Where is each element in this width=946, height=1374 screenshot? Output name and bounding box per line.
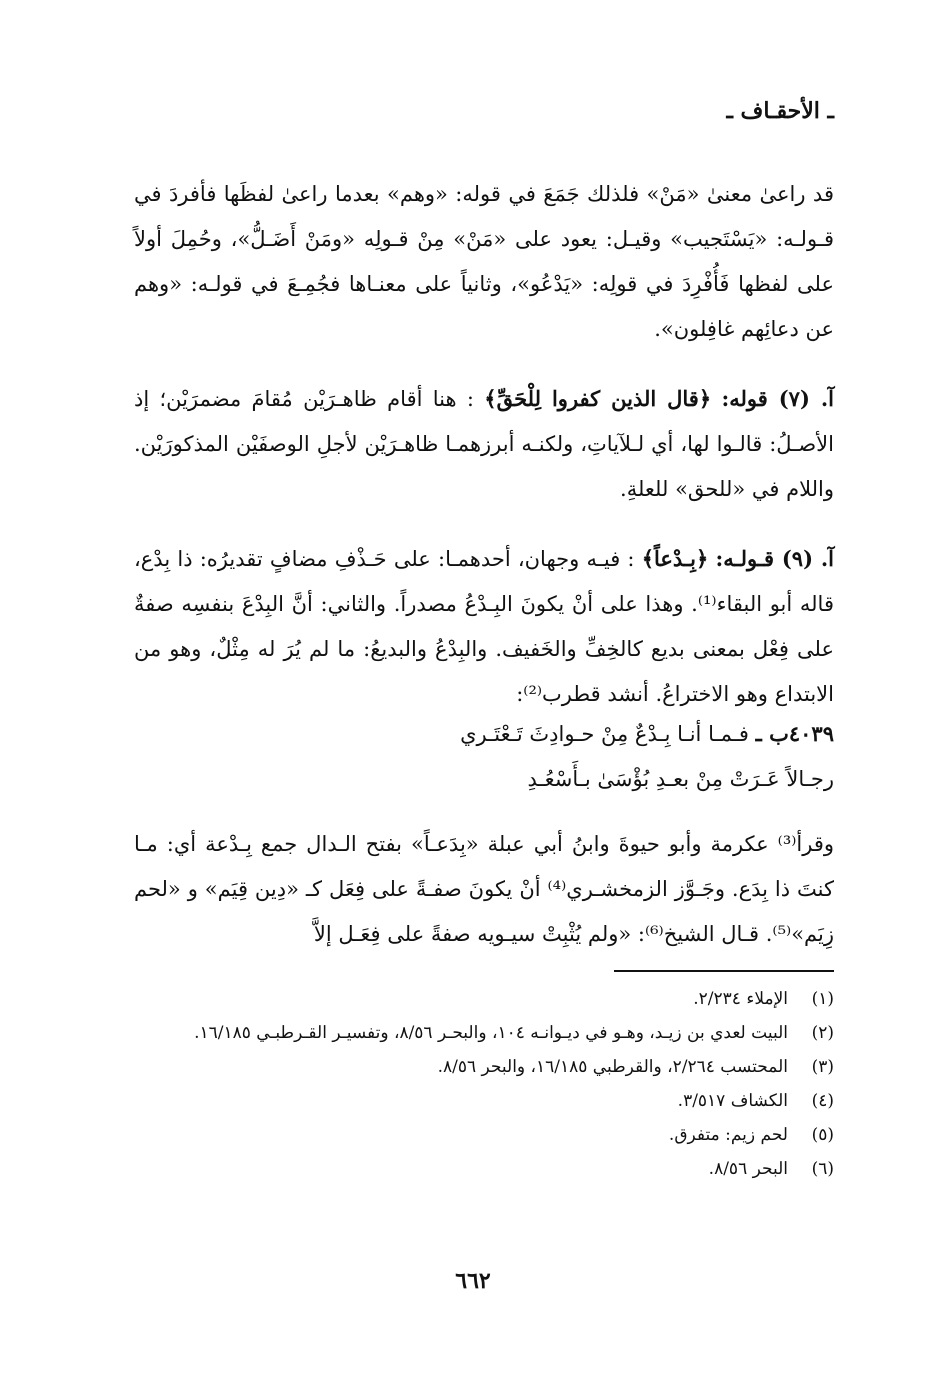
footnote-text: الإملاء ٢/٢٣٤. [693, 989, 788, 1009]
main-text [134, 172, 834, 981]
paragraph: وقرأ⁽³⁾ عكرمة وأبو حيوةَ وابنُ أبي عبلة «بِدَعـاً» بفتح الـدال جمع بِـدْعة أي: مـا كنتَ ذا بِدَع. وجَـوَّز الزمخشـري⁽⁴⁾ أنْ يكونَ صفـةً على فِعَل كـ «دِين قِيَم» و «لحم زِيَم»⁽⁵⁾. قـال الشيخ⁽⁶⁾: «ولم يُثْبِتْ سيـويه صفةً على فِعَـل إلاَّ [134, 832, 834, 946]
hemistich-second: رجـالاً عَـرَتْ مِنْ بعـدِ بُؤْسَىٰ بـأَسْعُـدِ [527, 767, 834, 791]
footnote [134, 982, 834, 1016]
commentary-text: : هنا أقام ظاهـرَيْن مُقامَ مضمرَيْن؛ إذ الأصـلُ: قالـوا لها، أي لـلآياتِ، ولكنـه أبرزهمـا ظاهـرَيْن لأجلِ الوصفَيْن المذكورَيْن. واللام في «للحق» للعلةِ. [134, 387, 834, 501]
footnote-number: (٤) [811, 1091, 834, 1111]
footnote [134, 1050, 834, 1084]
footnote-number: (٣) [811, 1057, 834, 1077]
running-header: ـ الأحقـاف ـ [726, 98, 834, 124]
page-number: ٦٦٢ [455, 1268, 491, 1294]
verse-reference: آ. (٩) قـولـه: [715, 546, 834, 571]
paragraph: قد راعىٰ معنىٰ «مَنْ» فلذلك جَمَعَ في قوله: «وهم» بعدما راعىٰ لفظَها فأفردَ في قـولـه: «يَسْتَجيب» وقيـل: يعود على «مَنْ» مِنْ قـولِه «ومَنْ أَضَـلُّ»، وحُمِلَ أولاً على لفظها فَأُفْرِدَ في قولِه: «يَدْعُو»، وثانياً على معنـاها فجُمِـعَ في قولـه: «وهم عن دعائِهم غافِلون». [134, 182, 834, 341]
paragraph [134, 376, 834, 512]
footnotes [134, 982, 834, 1186]
paragraph [134, 536, 834, 717]
footnote-divider [614, 970, 834, 972]
verse-reference: آ. (٧) قوله: [721, 386, 834, 411]
footnote-number: (٢) [811, 1023, 834, 1043]
footnote [134, 1016, 834, 1050]
footnote-number: (١) [811, 989, 834, 1009]
footnote [134, 1118, 834, 1152]
poetry-verse [134, 711, 834, 802]
verse-number: ٤٠٣٩ب ـ [755, 721, 834, 746]
footnote [134, 1084, 834, 1118]
footnote-number: (٦) [811, 1159, 834, 1179]
footnote-text: المحتسب ٢/٢٦٤، والقرطبي ١٦/١٨٥، والبحر ٨/٥٦. [437, 1057, 788, 1077]
footnote [134, 1152, 834, 1186]
commentary-text: : فيـه وجهان، أحدهمـا: على حَـذْفِ مضافٍ تقديرُه: ذا بِدْع، قاله أبو البقاء⁽¹⁾. وهذا على أنْ يكونَ البِـدْعُ مصدراً. والثاني: أنَّ البِدْعَ بنفسِه صفةٌ على فِعْل بمعنى بديع كالخِفِّ والخَفيف. والبِدْعُ والبديعُ: ما لم يُرَ له مِثْلٌ، وهو من الابتداع وهو الاختراعُ. أنشد قطرب⁽²⁾: [134, 547, 834, 706]
footnote-text: البيت لعدي بن زيـد، وهـو في ديـوانـه ١٠٤، والبحـر ٨/٥٦، وتفسيـر القـرطبـي ١٦/١٨٥. [194, 1023, 788, 1043]
footnote-text: لحم زيم: متفرق. [668, 1125, 788, 1145]
footnote-text: الكشاف ٣/٥١٧. [677, 1091, 788, 1111]
hemistich-first: فـمـا أنـا بِـدْعٌ مِنْ حـوادِثَ تَـعْتَـري [460, 722, 749, 746]
footnote-text: البحر ٨/٥٦. [708, 1159, 788, 1179]
footnote-number: (٥) [811, 1125, 834, 1145]
quran-quote: ﴿بِـدْعاً﴾ [641, 546, 709, 571]
quran-quote: ﴿قال الذين كفروا لِلْحَقِّ﴾ [484, 386, 712, 411]
